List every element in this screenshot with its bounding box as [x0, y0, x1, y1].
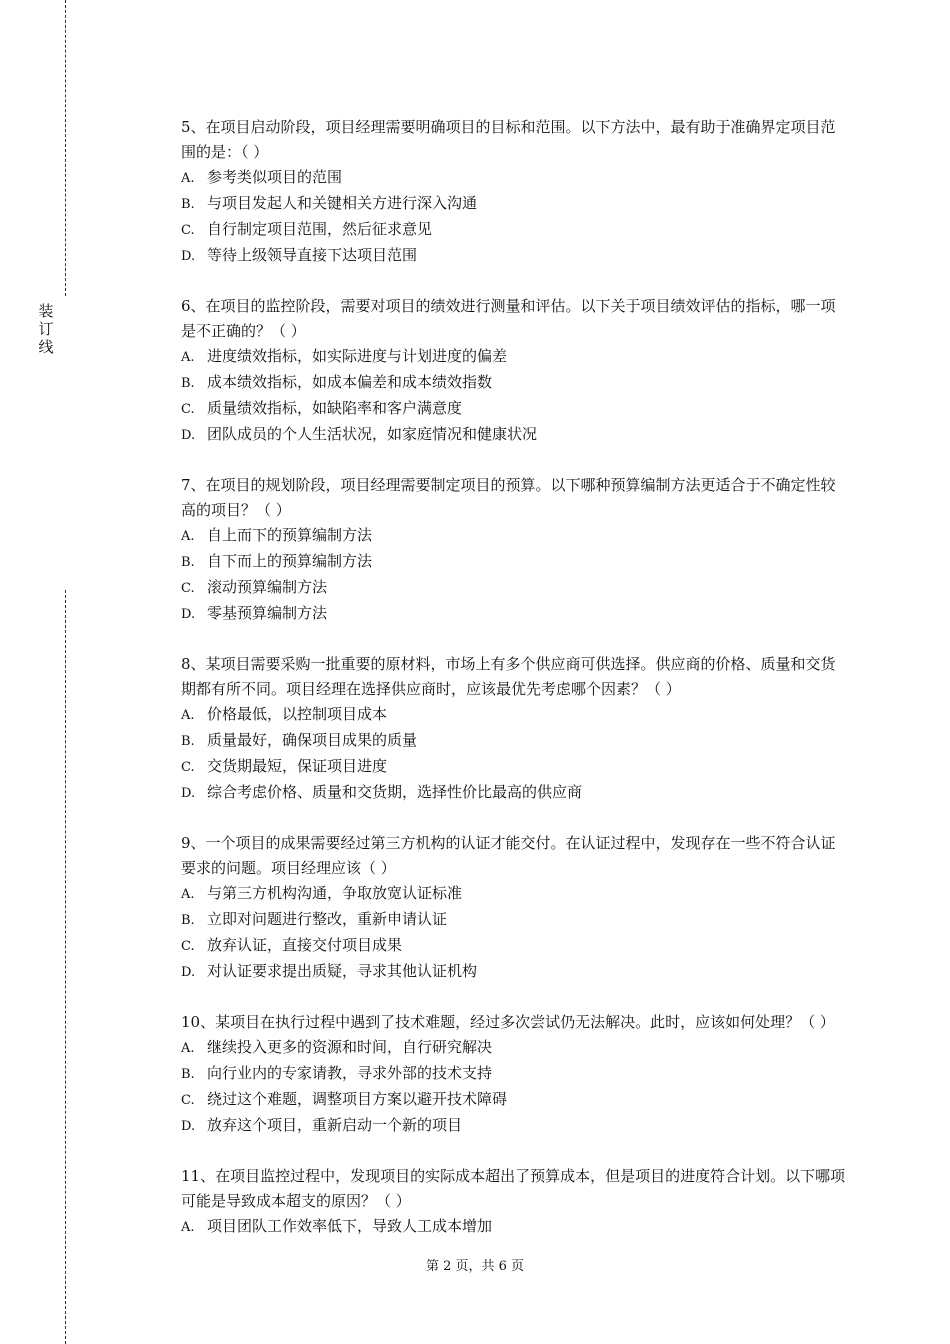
option-letter: A.	[181, 708, 195, 723]
question-5	[181, 115, 849, 269]
option-a	[181, 165, 849, 191]
option-d	[181, 780, 849, 806]
option-c	[181, 396, 849, 422]
option-text: 团队成员的个人生活状况，如家庭情况和健康状况	[207, 425, 538, 443]
option-b	[181, 549, 849, 575]
option-text: 等待上级领导直接下达项目范围	[207, 246, 418, 264]
option-letter: C.	[181, 581, 195, 596]
option-c	[181, 933, 849, 959]
option-c	[181, 575, 849, 601]
option-text: 对认证要求提出质疑，寻求其他认证机构	[207, 962, 478, 980]
option-a	[181, 881, 849, 907]
option-text: 参考类似项目的范围	[207, 168, 343, 186]
option-letter: C.	[181, 402, 195, 417]
option-text: 自上而下的预算编制方法	[207, 526, 373, 544]
option-list	[181, 523, 849, 627]
question-8	[181, 652, 849, 806]
option-a	[181, 1214, 849, 1240]
question-9	[181, 831, 849, 985]
option-b	[181, 370, 849, 396]
option-text: 继续投入更多的资源和时间，自行研究解决	[207, 1038, 493, 1056]
option-c	[181, 217, 849, 243]
option-letter: D.	[181, 249, 196, 264]
option-list	[181, 702, 849, 806]
option-text: 放弃认证，直接交付项目成果	[207, 936, 403, 954]
option-list	[181, 1035, 849, 1139]
option-text: 质量绩效指标，如缺陷率和客户满意度	[207, 399, 463, 417]
option-letter: C.	[181, 760, 195, 775]
option-b	[181, 728, 849, 754]
option-text: 综合考虑价格、质量和交货期，选择性价比最高的供应商	[207, 783, 583, 801]
option-a	[181, 1035, 849, 1061]
question-7	[181, 473, 849, 627]
option-text: 向行业内的专家请教，寻求外部的技术支持	[207, 1064, 493, 1082]
option-letter: B.	[181, 1067, 195, 1082]
option-letter: D.	[181, 965, 196, 980]
binding-label: 装订线	[38, 302, 54, 356]
binding-line-bottom	[65, 590, 66, 1344]
option-letter: C.	[181, 939, 195, 954]
option-letter: B.	[181, 734, 195, 749]
option-list	[181, 165, 849, 269]
option-letter: D.	[181, 1119, 196, 1134]
option-text: 项目团队工作效率低下，导致人工成本增加	[207, 1217, 493, 1235]
option-letter: C.	[181, 223, 195, 238]
question-11	[181, 1164, 849, 1240]
option-c	[181, 754, 849, 780]
option-text: 与第三方机构沟通，争取放宽认证标准	[207, 884, 463, 902]
option-letter: B.	[181, 197, 195, 212]
option-text: 与项目发起人和关键相关方进行深入沟通	[207, 194, 478, 212]
option-d	[181, 959, 849, 985]
option-letter: A.	[181, 529, 195, 544]
option-a	[181, 702, 849, 728]
option-text: 零基预算编制方法	[207, 604, 328, 622]
option-letter: D.	[181, 786, 196, 801]
option-list	[181, 881, 849, 985]
option-list	[181, 1214, 849, 1240]
option-text: 进度绩效指标，如实际进度与计划进度的偏差	[207, 347, 508, 365]
option-d	[181, 1113, 849, 1139]
option-a	[181, 344, 849, 370]
option-c	[181, 1087, 849, 1113]
option-text: 质量最好，确保项目成果的质量	[207, 731, 418, 749]
page-number: 第 2 页，共 6 页	[425, 1259, 525, 1274]
question-stem: 5、在项目启动阶段，项目经理需要明确项目的目标和范围。以下方法中，最有助于准确界定项目范围的是：（ ）	[181, 118, 836, 161]
option-letter: B.	[181, 555, 195, 570]
option-a	[181, 523, 849, 549]
binding-line-top	[65, 0, 66, 296]
option-letter: D.	[181, 607, 196, 622]
option-text: 绕过这个难题，调整项目方案以避开技术障碍	[207, 1090, 508, 1108]
question-stem: 6、在项目的监控阶段，需要对项目的绩效进行测量和评估。以下关于项目绩效评估的指标，哪一项是不正确的？（ ）	[181, 297, 836, 340]
option-b	[181, 907, 849, 933]
option-b	[181, 191, 849, 217]
option-letter: A.	[181, 887, 195, 902]
option-letter: B.	[181, 913, 195, 928]
option-text: 滚动预算编制方法	[207, 578, 328, 596]
question-list	[181, 115, 849, 1265]
question-stem: 8、某项目需要采购一批重要的原材料，市场上有多个供应商可供选择。供应商的价格、质量和交货期都有所不同。项目经理在选择供应商时，应该最优先考虑哪个因素？（ ）	[181, 655, 836, 698]
question-stem: 7、在项目的规划阶段，项目经理需要制定项目的预算。以下哪种预算编制方法更适合于不确定性较高的项目？（ ）	[181, 476, 836, 519]
option-text: 成本绩效指标，如成本偏差和成本绩效指数	[207, 373, 493, 391]
option-list	[181, 344, 849, 448]
question-10	[181, 1010, 849, 1139]
option-d	[181, 243, 849, 269]
option-letter: A.	[181, 350, 195, 365]
option-letter: B.	[181, 376, 195, 391]
question-stem: 11、在项目监控过程中，发现项目的实际成本超出了预算成本，但是项目的进度符合计划。以下哪项可能是导致成本超支的原因？（ ）	[181, 1167, 846, 1210]
option-d	[181, 601, 849, 627]
option-text: 交货期最短，保证项目进度	[207, 757, 388, 775]
question-6	[181, 294, 849, 448]
option-letter: D.	[181, 428, 196, 443]
option-text: 价格最低，以控制项目成本	[207, 705, 388, 723]
question-stem: 9、一个项目的成果需要经过第三方机构的认证才能交付。在认证过程中，发现存在一些不符合认证要求的问题。项目经理应该（ ）	[181, 834, 836, 877]
option-text: 立即对问题进行整改，重新申请认证	[207, 910, 448, 928]
option-b	[181, 1061, 849, 1087]
option-text: 放弃这个项目，重新启动一个新的项目	[207, 1116, 463, 1134]
option-text: 自行制定项目范围，然后征求意见	[207, 220, 433, 238]
option-letter: A.	[181, 1220, 195, 1235]
option-d	[181, 422, 849, 448]
option-letter: A.	[181, 1041, 195, 1056]
question-stem: 10、某项目在执行过程中遇到了技术难题，经过多次尝试仍无法解决。此时，应该如何处理？（ ）	[181, 1013, 835, 1031]
option-letter: A.	[181, 171, 195, 186]
option-letter: C.	[181, 1093, 195, 1108]
option-text: 自下而上的预算编制方法	[207, 552, 373, 570]
